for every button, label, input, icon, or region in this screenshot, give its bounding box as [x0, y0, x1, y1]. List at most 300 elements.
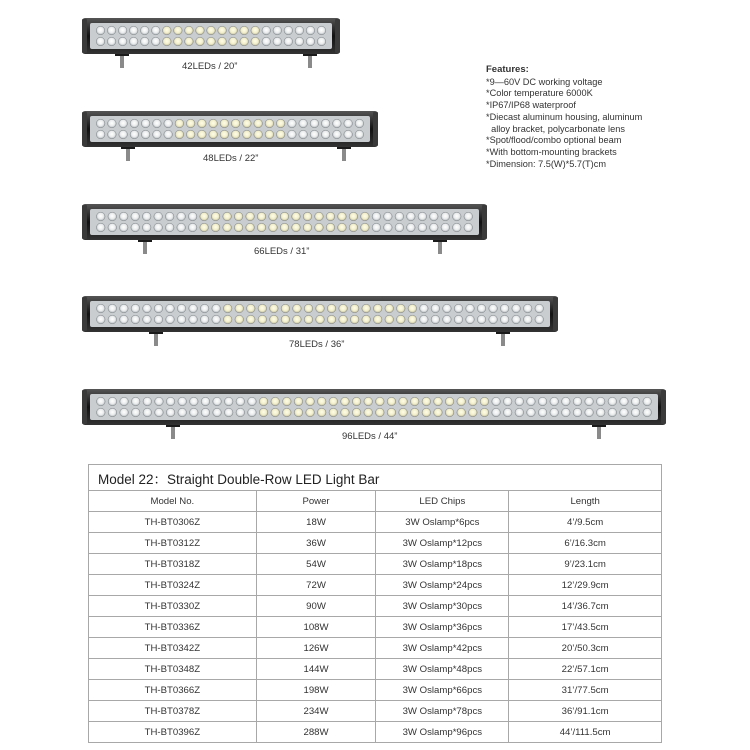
- led-chip: [608, 408, 617, 417]
- led-chip: [503, 408, 512, 417]
- led-chip: [96, 26, 105, 35]
- table-row: [89, 617, 662, 638]
- led-chip: [339, 304, 348, 313]
- power-cell: 72W: [256, 575, 376, 596]
- model-cell: TH-BT0330Z: [89, 596, 257, 617]
- feature-item: *With bottom-mounting brackets: [486, 146, 617, 157]
- feature-item: *9—60V DC working voltage: [486, 76, 603, 87]
- led-chip: [283, 397, 292, 406]
- led-chip: [220, 130, 229, 139]
- led-chip: [131, 315, 140, 324]
- led-chip: [349, 212, 358, 221]
- led-chip: [254, 119, 263, 128]
- led-chip: [364, 408, 373, 417]
- led-chip: [223, 315, 232, 324]
- led-chip: [631, 408, 640, 417]
- led-chip: [445, 397, 454, 406]
- mount-bolt: [154, 334, 158, 346]
- led-chip: [174, 37, 183, 46]
- led-chip: [131, 212, 140, 221]
- led-chip: [209, 119, 218, 128]
- led-chip: [186, 119, 195, 128]
- led-chip: [231, 119, 240, 128]
- led-chip: [306, 408, 315, 417]
- led-chip: [512, 304, 521, 313]
- spec-table: [88, 464, 662, 743]
- led-chip: [385, 315, 394, 324]
- led-chip: [295, 37, 304, 46]
- led-chip: [140, 26, 149, 35]
- led-chip: [153, 119, 162, 128]
- led-chip: [372, 223, 381, 232]
- led-chip: [329, 408, 338, 417]
- led-chip: [243, 119, 252, 128]
- led-chip: [166, 408, 175, 417]
- led-chip: [454, 304, 463, 313]
- led-chips-cell: 3W Oslamp*42pcs: [376, 638, 509, 659]
- led-chip: [283, 408, 292, 417]
- led-chip: [257, 223, 266, 232]
- led-chip: [326, 223, 335, 232]
- led-chips-cell: 3W Oslamp*78pcs: [376, 701, 509, 722]
- led-chip: [562, 408, 571, 417]
- led-chip: [163, 26, 172, 35]
- led-chip: [143, 315, 152, 324]
- led-chip: [321, 119, 330, 128]
- led-chip: [177, 212, 186, 221]
- led-chip: [251, 37, 260, 46]
- led-chip: [489, 304, 498, 313]
- model-cell: TH-BT0348Z: [89, 659, 257, 680]
- end-cap-right: [553, 297, 558, 331]
- led-chip: [410, 397, 419, 406]
- led-chip: [339, 315, 348, 324]
- end-cap-left: [82, 19, 87, 53]
- led-chip: [355, 130, 364, 139]
- led-chip: [108, 408, 117, 417]
- led-chip: [538, 408, 547, 417]
- led-chip: [387, 397, 396, 406]
- led-chip: [141, 130, 150, 139]
- led-chip: [562, 397, 571, 406]
- table-title: Model 22：Straight Double-Row LED Light Bar: [89, 465, 662, 491]
- led-chip: [396, 315, 405, 324]
- led-chip: [96, 212, 105, 221]
- led-chip: [190, 397, 199, 406]
- led-chip: [596, 408, 605, 417]
- model-cell: TH-BT0366Z: [89, 680, 257, 701]
- led-chip: [373, 315, 382, 324]
- features-block: [486, 64, 746, 170]
- led-chip: [431, 315, 440, 324]
- led-chip: [235, 304, 244, 313]
- led-chip: [385, 304, 394, 313]
- led-chip: [213, 408, 222, 417]
- power-cell: 234W: [256, 701, 376, 722]
- led-chip: [154, 212, 163, 221]
- led-chip: [376, 397, 385, 406]
- led-chip: [120, 408, 129, 417]
- table-row: [89, 680, 662, 701]
- led-chips-cell: 3W Oslamp*24pcs: [376, 575, 509, 596]
- led-chip: [573, 397, 582, 406]
- led-chip: [480, 397, 489, 406]
- led-chip: [200, 304, 209, 313]
- feature-item: *Spot/flood/combo optional beam: [486, 135, 622, 146]
- led-chip: [276, 130, 285, 139]
- led-chip: [352, 397, 361, 406]
- power-cell: 198W: [256, 680, 376, 701]
- led-chip: [189, 315, 198, 324]
- feature-item: *IP67/IP68 waterproof: [486, 100, 576, 111]
- led-chip: [364, 397, 373, 406]
- led-chip: [269, 212, 278, 221]
- led-chip: [327, 315, 336, 324]
- led-chip: [154, 304, 163, 313]
- led-chip: [457, 408, 466, 417]
- mount-bolt: [143, 242, 147, 254]
- feature-item: *Color temperature 6000K: [486, 88, 593, 99]
- led-chip: [527, 397, 536, 406]
- mount-bolt: [120, 56, 124, 68]
- led-chip: [489, 315, 498, 324]
- led-chip: [178, 397, 187, 406]
- led-chip: [142, 223, 151, 232]
- led-chip: [523, 304, 532, 313]
- table-row: [89, 596, 662, 617]
- led-chip: [445, 408, 454, 417]
- table-row: [89, 659, 662, 680]
- led-chip: [165, 212, 174, 221]
- led-chip: [464, 212, 473, 221]
- led-chip: [299, 119, 308, 128]
- bar-caption: 78LEDs / 36”: [289, 339, 345, 350]
- mount-bolt: [171, 427, 175, 439]
- mount-bolt: [501, 334, 505, 346]
- led-chip: [248, 408, 257, 417]
- led-chip: [231, 130, 240, 139]
- led-chip: [349, 223, 358, 232]
- table-row: [89, 512, 662, 533]
- led-chip: [281, 304, 290, 313]
- led-chip: [338, 212, 347, 221]
- mount-bolt: [438, 242, 442, 254]
- led-chip: [270, 304, 279, 313]
- end-cap-right: [482, 205, 487, 239]
- led-chip: [96, 37, 105, 46]
- led-chip: [177, 223, 186, 232]
- feature-item: alloy bracket, polycarbonate lens: [486, 123, 625, 134]
- table-row: [89, 575, 662, 596]
- end-cap-left: [82, 390, 87, 424]
- led-chip: [107, 37, 116, 46]
- length-cell: 4’/9.5cm: [509, 512, 662, 533]
- led-chip: [130, 130, 139, 139]
- led-chip: [344, 130, 353, 139]
- led-chip: [207, 37, 216, 46]
- led-chip: [443, 315, 452, 324]
- power-cell: 126W: [256, 638, 376, 659]
- led-chip: [224, 397, 233, 406]
- table-header-row: [89, 491, 662, 512]
- led-chip: [96, 119, 105, 128]
- led-chip: [188, 223, 197, 232]
- led-chip: [535, 304, 544, 313]
- led-chip: [131, 304, 140, 313]
- length-cell: 20’/50.3cm: [509, 638, 662, 659]
- led-chip: [212, 304, 221, 313]
- led-chip: [196, 37, 205, 46]
- led-chip: [395, 223, 404, 232]
- led-chip: [288, 119, 297, 128]
- led-chip: [304, 304, 313, 313]
- power-cell: 90W: [256, 596, 376, 617]
- bar-caption: 42LEDs / 20”: [182, 61, 238, 72]
- led-chip: [310, 119, 319, 128]
- led-chip: [129, 37, 138, 46]
- led-chip: [317, 37, 326, 46]
- led-chip: [373, 304, 382, 313]
- led-chip: [422, 408, 431, 417]
- led-chip: [108, 212, 117, 221]
- led-chip: [177, 315, 186, 324]
- led-chip: [631, 397, 640, 406]
- length-cell: 6’/16.3cm: [509, 533, 662, 554]
- led-chip: [119, 212, 128, 221]
- led-chip: [310, 130, 319, 139]
- led-chip: [299, 130, 308, 139]
- led-chip: [500, 304, 509, 313]
- led-chip: [186, 130, 195, 139]
- led-chip: [315, 223, 324, 232]
- led-chip: [408, 304, 417, 313]
- led-chip: [120, 315, 129, 324]
- led-chip: [97, 397, 106, 406]
- led-chip: [140, 37, 149, 46]
- led-chip: [175, 119, 184, 128]
- led-chip: [262, 37, 271, 46]
- led-chip: [355, 119, 364, 128]
- led-chip: [452, 223, 461, 232]
- led-chip: [200, 212, 209, 221]
- led-chip: [303, 212, 312, 221]
- led-chip: [108, 130, 117, 139]
- led-chip: [153, 130, 162, 139]
- led-chip: [164, 119, 173, 128]
- led-chip: [220, 119, 229, 128]
- led-chip: [550, 397, 559, 406]
- led-chip: [246, 223, 255, 232]
- led-chip: [408, 315, 417, 324]
- led-chip: [200, 315, 209, 324]
- led-chip: [273, 37, 282, 46]
- led-chip: [321, 130, 330, 139]
- led-chip: [477, 304, 486, 313]
- led-chip: [306, 37, 315, 46]
- led-chip: [164, 130, 173, 139]
- led-chip: [430, 212, 439, 221]
- led-chip: [350, 315, 359, 324]
- mount-bolt: [126, 149, 130, 161]
- led-chip: [430, 223, 439, 232]
- power-cell: 108W: [256, 617, 376, 638]
- led-chip: [596, 397, 605, 406]
- led-chip: [643, 397, 652, 406]
- led-chip: [303, 223, 312, 232]
- led-chip: [257, 212, 266, 221]
- led-chip: [292, 223, 301, 232]
- led-chip: [457, 397, 466, 406]
- led-chip: [131, 223, 140, 232]
- led-chip: [304, 315, 313, 324]
- led-chip: [466, 315, 475, 324]
- led-chip: [201, 408, 210, 417]
- led-chip: [151, 37, 160, 46]
- led-chip: [108, 223, 117, 232]
- led-chip: [293, 315, 302, 324]
- led-chip: [585, 397, 594, 406]
- led-chip: [326, 212, 335, 221]
- led-chip: [120, 304, 129, 313]
- led-chip: [620, 397, 629, 406]
- column-header: Power: [256, 491, 376, 512]
- led-chip: [177, 304, 186, 313]
- led-chip: [399, 408, 408, 417]
- length-cell: 14’/36.7cm: [509, 596, 662, 617]
- mount-bolt: [308, 56, 312, 68]
- led-chip: [151, 26, 160, 35]
- led-chip: [361, 223, 370, 232]
- led-chip: [258, 315, 267, 324]
- led-chip: [341, 408, 350, 417]
- end-cap-left: [82, 297, 87, 331]
- led-chip: [396, 304, 405, 313]
- table-row: [89, 722, 662, 743]
- led-chip: [464, 223, 473, 232]
- model-cell: TH-BT0336Z: [89, 617, 257, 638]
- led-chip: [480, 408, 489, 417]
- led-chip: [223, 304, 232, 313]
- led-chip: [466, 304, 475, 313]
- led-chip: [362, 304, 371, 313]
- led-chip: [418, 212, 427, 221]
- led-chip: [240, 26, 249, 35]
- led-chip: [166, 315, 175, 324]
- led-chip: [443, 304, 452, 313]
- led-chip: [573, 408, 582, 417]
- led-chip: [213, 397, 222, 406]
- bar-caption: 66LEDs / 31”: [254, 246, 310, 257]
- mount-bolt: [597, 427, 601, 439]
- led-chip: [96, 223, 105, 232]
- led-chip: [96, 315, 105, 324]
- model-cell: TH-BT0306Z: [89, 512, 257, 533]
- table-row: [89, 638, 662, 659]
- led-chip: [317, 397, 326, 406]
- led-chip: [198, 119, 207, 128]
- led-chips-cell: 3W Oslamp*48pcs: [376, 659, 509, 680]
- led-chip: [395, 212, 404, 221]
- led-chip: [212, 315, 221, 324]
- led-chip: [515, 408, 524, 417]
- led-chip: [288, 130, 297, 139]
- led-chip: [327, 304, 336, 313]
- model-cell: TH-BT0378Z: [89, 701, 257, 722]
- table-row: [89, 533, 662, 554]
- led-chip: [333, 130, 342, 139]
- led-chip: [185, 37, 194, 46]
- power-cell: 288W: [256, 722, 376, 743]
- led-chip: [271, 397, 280, 406]
- led-chip: [422, 397, 431, 406]
- power-cell: 144W: [256, 659, 376, 680]
- led-chip: [434, 397, 443, 406]
- led-chip: [538, 397, 547, 406]
- end-cap-left: [82, 205, 87, 239]
- led-chip: [97, 408, 106, 417]
- led-chips-cell: 3W Oslamp*96pcs: [376, 722, 509, 743]
- led-chip: [317, 408, 326, 417]
- length-cell: 36’/91.1cm: [509, 701, 662, 722]
- led-chip: [515, 397, 524, 406]
- led-chip: [246, 304, 255, 313]
- led-chip: [399, 397, 408, 406]
- led-chip: [166, 304, 175, 313]
- led-chip: [223, 223, 232, 232]
- power-cell: 18W: [256, 512, 376, 533]
- led-chips-cell: 3W Oslamp*66pcs: [376, 680, 509, 701]
- feature-item: *Dimension: 7.5(W)*5.7(T)cm: [486, 158, 606, 169]
- led-chip: [141, 119, 150, 128]
- led-chip: [108, 315, 117, 324]
- features-title: Features:: [486, 64, 529, 75]
- led-chip: [131, 408, 140, 417]
- led-chip: [211, 223, 220, 232]
- led-chip: [281, 315, 290, 324]
- led-chip: [236, 408, 245, 417]
- led-chip: [284, 26, 293, 35]
- length-cell: 12’/29.9cm: [509, 575, 662, 596]
- model-cell: TH-BT0324Z: [89, 575, 257, 596]
- led-chip: [224, 408, 233, 417]
- led-chip: [420, 304, 429, 313]
- lens-window: [90, 394, 658, 420]
- led-chip: [174, 26, 183, 35]
- led-chip: [243, 130, 252, 139]
- led-chip: [118, 37, 127, 46]
- table-row: [89, 554, 662, 575]
- led-chip: [477, 315, 486, 324]
- led-chip: [376, 408, 385, 417]
- led-chip: [344, 119, 353, 128]
- led-chip: [236, 397, 245, 406]
- led-chip: [218, 37, 227, 46]
- led-chip: [273, 26, 282, 35]
- led-chip: [155, 408, 164, 417]
- column-header: LED Chips: [376, 491, 509, 512]
- led-chip: [251, 26, 260, 35]
- led-chip: [469, 397, 478, 406]
- led-chip: [550, 408, 559, 417]
- column-header: Model No.: [89, 491, 257, 512]
- led-chip: [107, 26, 116, 35]
- led-chip: [229, 37, 238, 46]
- led-chip: [280, 223, 289, 232]
- led-chip: [384, 223, 393, 232]
- led-chip: [333, 119, 342, 128]
- led-chip: [120, 397, 129, 406]
- led-chip: [96, 304, 105, 313]
